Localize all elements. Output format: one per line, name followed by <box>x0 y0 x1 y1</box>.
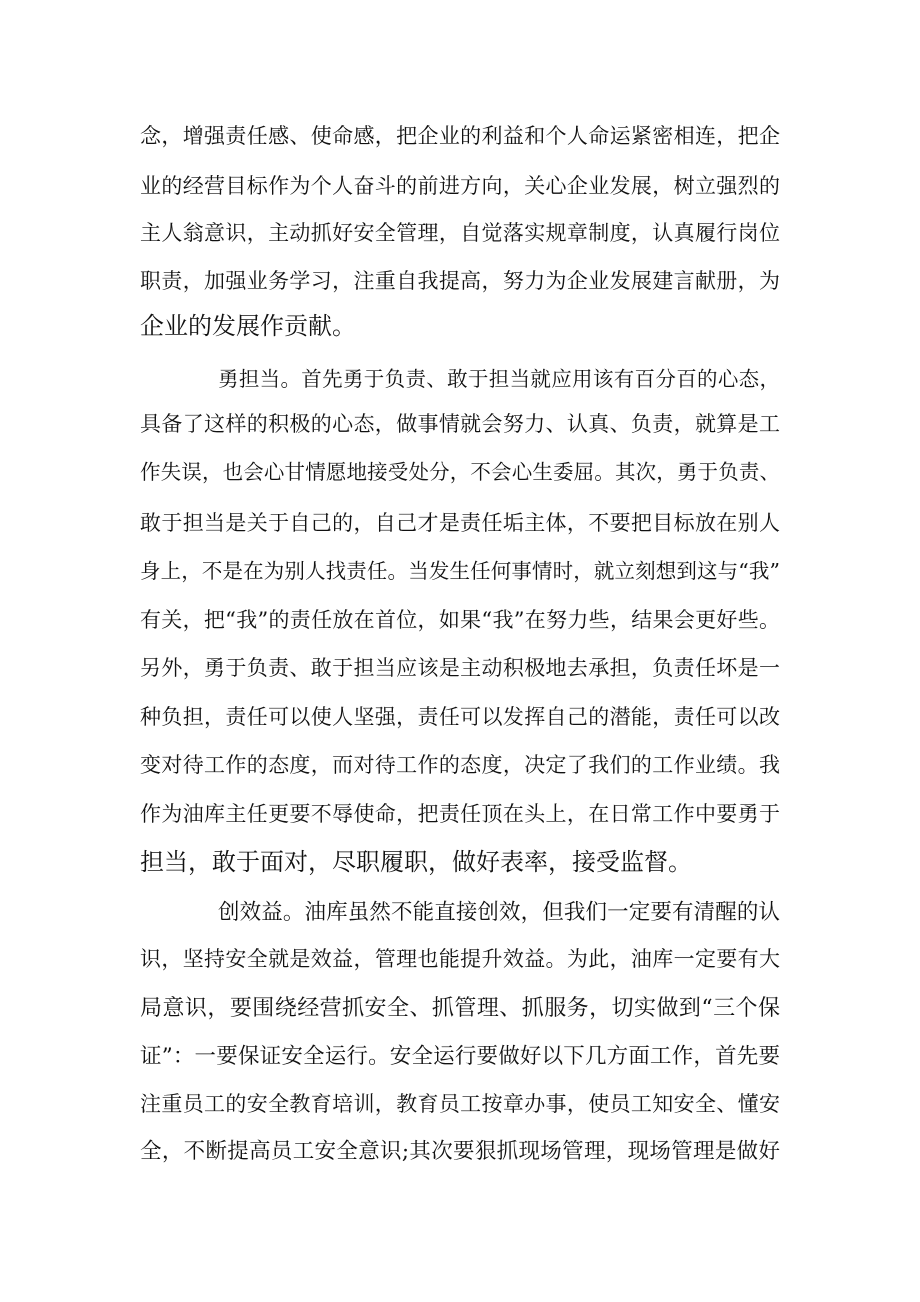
paragraph-2-line-11: 担当，敢于面对，尽职履职，做好表率，接受监督。 <box>140 848 692 876</box>
paragraph-2-line-10: 作为油库主任更要不辱使命，把责任顶在头上，在日常工作中要勇于 <box>140 802 780 826</box>
paragraph-1-line-5: 企业的发展作贡献。 <box>140 312 356 340</box>
paragraph-2-line-8: 种负担，责任可以使人坚强，责任可以发挥自己的潜能，责任可以改 <box>140 705 780 729</box>
paragraph-1-line-1: 念，增强责任感、使命感，把企业的利益和个人命运紧密相连，把企 <box>140 124 780 148</box>
paragraph-1-line-4: 职责，加强业务学习，注重自我提高，努力为企业发展建言献册，为 <box>140 269 780 293</box>
paragraph-1-line-2: 业的经营目标作为个人奋斗的前进方向，关心企业发展，树立强烈的 <box>140 174 780 198</box>
paragraph-3-line-3: 局意识，要围绕经营抓安全、抓管理、抓服务，切实做到“三个保 <box>140 996 780 1021</box>
paragraph-2-line-4: 敢于担当是关于自己的，自己才是责任垢主体，不要把目标放在别人 <box>140 511 780 535</box>
paragraph-2-line-6: 有关，把“我”的责任放在首位，如果“我”在努力些，结果会更好些。 <box>140 608 780 632</box>
paragraph-3-line-2: 识，坚持安全就是效益，管理也能提升效益。为此，油库一定要有大 <box>140 947 780 971</box>
paragraph-2-line-5: 身上，不是在为别人找责任。当发生任何事情时，就立刻想到这与“我” <box>140 559 780 583</box>
paragraph-3-line-1: 创效益。油库虽然不能直接创效，但我们一定要有清醒的认 <box>218 900 780 925</box>
paragraph-2-line-1: 勇担当。首先勇于负责、敢于担当就应用该有百分百的心态， <box>218 367 780 391</box>
paragraph-2-line-9: 变对待工作的态度，而对待工作的态度，决定了我们的工作业绩。我 <box>140 753 780 777</box>
paragraph-2-line-3: 作失误，也会心甘情愿地接受处分，不会心生委屈。其次，勇于负责、 <box>140 460 780 484</box>
paragraph-3-line-6: 全，不断提高员工安全意识;其次要狠抓现场管理，现场管理是做好 <box>140 1139 780 1164</box>
paragraph-2-line-7: 另外，勇于负责、敢于担当应该是主动积极地去承担，负责任坏是一 <box>140 656 780 680</box>
paragraph-3-line-4: 证”：一要保证安全运行。安全运行要做好以下几方面工作，首先要 <box>140 1044 780 1069</box>
paragraph-1-line-3: 主人翁意识，主动抓好安全管理，自觉落实规章制度，认真履行岗位 <box>140 221 780 245</box>
paragraph-2-line-2: 具备了这样的积极的心态，做事情就会努力、认真、负责，就算是工 <box>140 412 780 436</box>
paragraph-3-line-5: 注重员工的安全教育培训，教育员工按章办事，使员工知安全、懂安 <box>140 1092 780 1116</box>
